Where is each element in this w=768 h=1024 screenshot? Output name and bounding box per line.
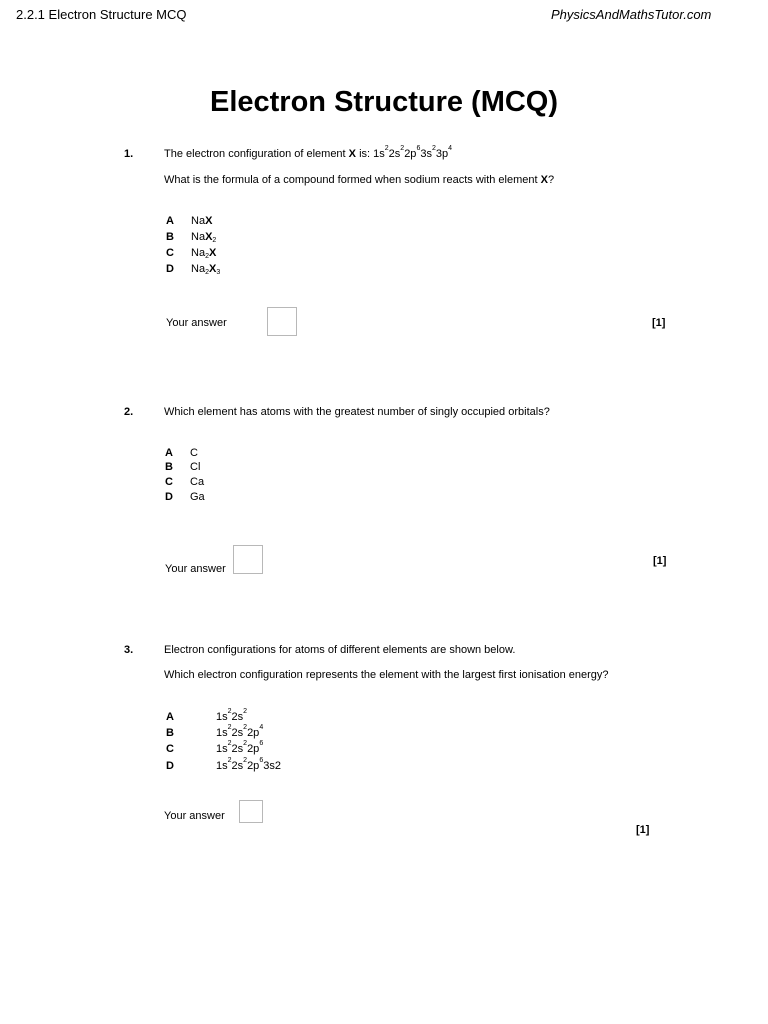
q3-option-d-text[interactable] xyxy=(216,757,281,772)
config-sup: 2 xyxy=(227,740,232,747)
q3-mark: [1] xyxy=(636,824,650,836)
question-1-prompt xyxy=(164,174,554,186)
q1-mark: [1] xyxy=(652,317,666,329)
config-orbital: 1s xyxy=(216,743,228,755)
q1-stem-config-start: is: 1s xyxy=(356,148,385,160)
q1-config-orbital: 3s xyxy=(420,148,432,160)
config-orbital: 2p xyxy=(247,727,260,739)
config-sup: 2 xyxy=(243,740,248,747)
q1-config-sup: 4 xyxy=(448,145,453,152)
q1-config-sup: 2 xyxy=(431,145,436,152)
q1-prompt-element: X xyxy=(540,174,548,186)
config-orbital: 2s xyxy=(231,711,244,723)
option-element: X xyxy=(208,247,217,259)
option-text-part: Na xyxy=(191,215,206,227)
q1-option-c-text[interactable] xyxy=(191,247,216,259)
q1-option-b-text[interactable] xyxy=(191,231,216,243)
config-orbital: 2s xyxy=(231,760,244,772)
config-orbital: 1s xyxy=(216,760,228,772)
q2-answer-label: Your answer xyxy=(165,563,226,575)
q2-option-d-text[interactable]: Ga xyxy=(190,491,205,503)
q1-config-sup: 2 xyxy=(400,145,405,152)
q1-config-orbital: 2s xyxy=(388,148,401,160)
config-sup: 2 xyxy=(243,708,248,715)
option-subscript: 2 xyxy=(205,253,209,260)
config-orbital: 1s xyxy=(216,727,228,739)
config-sup: 2 xyxy=(227,724,232,731)
q2-option-a-letter: A xyxy=(165,447,173,459)
option-text-part: Na xyxy=(191,231,206,243)
option-element: X xyxy=(205,231,213,243)
q3-option-b-letter: B xyxy=(166,727,174,739)
q3-option-b-text[interactable] xyxy=(216,724,264,739)
option-text-part: Na xyxy=(191,247,206,259)
option-subscript: 3 xyxy=(216,269,221,276)
q1-answer-label: Your answer xyxy=(166,317,227,329)
option-element: X xyxy=(205,215,213,227)
q1-stem-element: X xyxy=(348,148,357,160)
q1-option-d-letter: D xyxy=(166,263,174,275)
q1-stem-text: The electron configuration of element xyxy=(164,148,349,160)
config-orbital: 2p xyxy=(247,743,260,755)
config-orbital: 1s xyxy=(216,711,228,723)
q3-option-d-letter: D xyxy=(166,760,174,772)
q3-option-c-text[interactable] xyxy=(216,740,264,755)
config-sup: 2 xyxy=(227,708,232,715)
config-sup: 6 xyxy=(259,740,264,747)
config-orbital: 2p xyxy=(247,760,260,772)
q3-option-a-text[interactable] xyxy=(216,708,248,723)
q1-prompt-text: What is the formula of a compound formed when sodium reacts with element xyxy=(164,174,541,186)
option-subscript: 2 xyxy=(205,269,209,276)
q1-answer-box[interactable] xyxy=(267,307,297,336)
question-1-number: 1. xyxy=(124,148,134,160)
q3-answer-box[interactable] xyxy=(239,800,263,823)
q1-option-d-text[interactable] xyxy=(191,263,220,275)
config-sup: 2 xyxy=(227,757,232,764)
q2-option-c-letter: C xyxy=(165,476,173,488)
q2-answer-box[interactable] xyxy=(233,545,263,574)
question-2-stem: Which element has atoms with the greatest number of singly occupied orbitals? xyxy=(164,406,550,418)
option-text-part: Na xyxy=(191,263,206,275)
question-2-number: 2. xyxy=(124,406,134,418)
config-sup: 2 xyxy=(243,757,248,764)
config-sup: 2 xyxy=(243,724,248,731)
config-orbital: 3s2 xyxy=(263,760,281,772)
question-3-stem: Electron configurations for atoms of different elements are shown below. xyxy=(164,644,516,656)
config-orbital: 2s xyxy=(231,727,244,739)
header-site-name: PhysicsAndMathsTutor.com xyxy=(551,7,712,22)
q1-option-a-text[interactable] xyxy=(191,215,212,227)
question-3-prompt: Which electron configuration represents the element with the largest first ionisation energy? xyxy=(164,669,609,681)
q3-option-c-letter: C xyxy=(166,743,174,755)
page-title: Electron Structure (MCQ) xyxy=(209,86,559,118)
q1-config-sup: 6 xyxy=(416,145,421,152)
q1-option-c-letter: C xyxy=(166,247,174,259)
q1-config-orbital: 3p xyxy=(435,148,449,160)
q1-config-sup: 2 xyxy=(384,145,389,152)
config-sup: 6 xyxy=(259,757,264,764)
q2-mark: [1] xyxy=(653,555,667,567)
option-element: X xyxy=(208,263,217,275)
config-sup: 4 xyxy=(259,724,264,731)
q1-config-orbital: 2p xyxy=(404,148,417,160)
q1-option-a-letter: A xyxy=(166,215,174,227)
question-1-stem xyxy=(164,145,453,160)
q3-option-a-letter: A xyxy=(166,711,174,723)
q2-option-c-text[interactable]: Ca xyxy=(190,476,205,488)
q2-option-b-text[interactable]: Cl xyxy=(190,461,201,473)
header-document-code: 2.2.1 Electron Structure MCQ xyxy=(16,7,187,22)
q3-answer-label: Your answer xyxy=(164,810,225,822)
config-orbital: 2s xyxy=(231,743,244,755)
q1-prompt-suffix: ? xyxy=(547,174,555,186)
q2-option-b-letter: B xyxy=(165,461,173,473)
q2-option-a-text[interactable]: C xyxy=(190,447,198,459)
q1-option-b-letter: B xyxy=(166,231,174,243)
question-3-number: 3. xyxy=(124,644,134,656)
q2-option-d-letter: D xyxy=(165,491,173,503)
option-subscript: 2 xyxy=(212,237,217,244)
